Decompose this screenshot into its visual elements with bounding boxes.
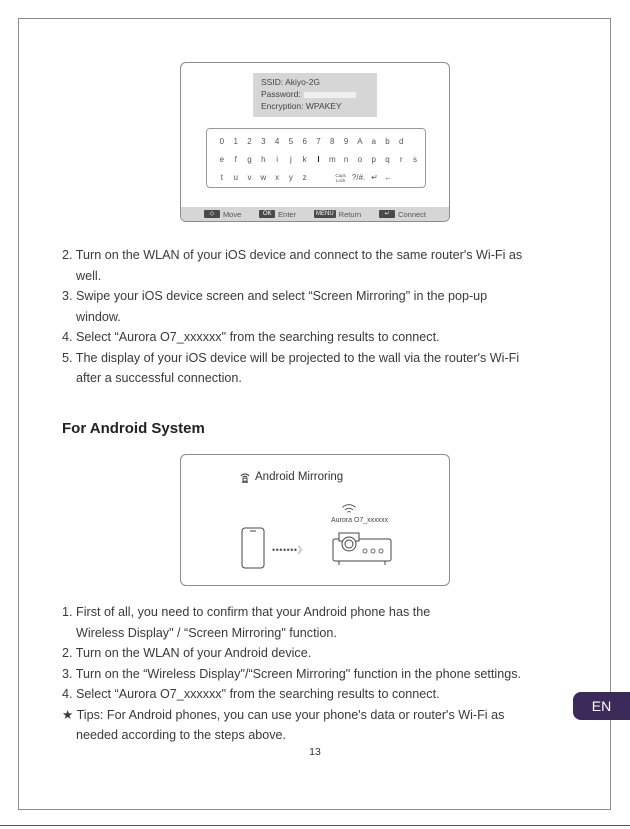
- projector-icon: [331, 527, 393, 567]
- tip-item: [62, 705, 582, 746]
- transfer-arrow: •••••••》: [272, 545, 308, 555]
- key[interactable]: o: [357, 155, 363, 164]
- hint-label: Move: [222, 209, 242, 219]
- key[interactable]: i: [276, 155, 278, 164]
- section-heading: For Android System: [62, 420, 205, 437]
- hint-label: Return: [338, 209, 362, 219]
- key[interactable]: j: [289, 155, 292, 164]
- key[interactable]: g: [247, 155, 252, 164]
- key[interactable]: w: [260, 173, 267, 182]
- key[interactable]: 5: [288, 137, 294, 146]
- key[interactable]: 4: [274, 137, 280, 146]
- key[interactable]: e: [219, 155, 225, 164]
- step-number: 3.: [62, 289, 77, 303]
- password-label: Password:: [261, 89, 301, 99]
- key[interactable]: p: [371, 155, 376, 164]
- step-text: First of all, you need to confirm that your Android phone has the: [76, 605, 431, 619]
- network-info-box: [253, 73, 377, 117]
- wifi-settings-illustration: [180, 62, 450, 222]
- star-icon: ★: [62, 707, 77, 722]
- key[interactable]: h: [261, 155, 266, 164]
- password-mask: [304, 92, 356, 98]
- step-number: 2.: [62, 248, 76, 262]
- key[interactable]: v: [247, 173, 252, 182]
- step-number: 2.: [62, 646, 76, 660]
- language-tab: EN: [573, 692, 630, 720]
- step-text-cont: window.: [76, 309, 121, 324]
- step-text: Select “Aurora O7_xxxxxx" from the searching results to connect.: [76, 687, 440, 701]
- ok-key-icon: OK: [259, 210, 275, 218]
- step-number: 4.: [62, 687, 77, 701]
- hint-connect: [379, 210, 426, 219]
- step-number: 1.: [62, 605, 77, 619]
- list-item: [62, 348, 582, 389]
- keyboard-row-2: [215, 155, 422, 165]
- step-text: Select “Aurora O7_xxxxxx" from the searching results to connect.: [76, 330, 440, 344]
- encryption-text: Encryption: WPAKEY: [261, 101, 342, 111]
- step-text: Swipe your iOS device screen and select “Screen Mirroring" in the pop-up: [76, 289, 488, 303]
- key[interactable]: d: [399, 137, 404, 146]
- key[interactable]: t: [220, 173, 224, 182]
- key[interactable]: 9: [343, 137, 349, 146]
- keyboard-row-1: [215, 137, 408, 147]
- key[interactable]: y: [288, 173, 293, 182]
- step-text: Turn on the “Wireless Display"/“Screen Mirroring" function in the phone settings.: [75, 666, 522, 681]
- step-text: Turn on the WLAN of your iOS device and connect to the same router's Wi-Fi as: [75, 248, 523, 262]
- step-number: 4.: [62, 330, 77, 344]
- key[interactable]: s: [413, 155, 418, 164]
- projector-name: Aurora O7_xxxxxx: [331, 517, 389, 524]
- hint-label: Connect: [398, 209, 427, 219]
- keyboard-row-3: [215, 173, 395, 183]
- backspace-key-icon[interactable]: ←: [384, 173, 393, 182]
- key[interactable]: u: [233, 173, 238, 182]
- cast-icon: [239, 471, 251, 483]
- key[interactable]: n: [343, 155, 349, 164]
- key[interactable]: 6: [302, 137, 307, 146]
- list-item: [62, 327, 582, 348]
- bottom-rule: [0, 825, 630, 826]
- key[interactable]: q: [385, 155, 390, 164]
- key[interactable]: A: [357, 137, 363, 146]
- list-item: [62, 245, 582, 286]
- key[interactable]: z: [302, 173, 307, 182]
- list-item: [62, 684, 582, 705]
- smartphone-icon: [241, 527, 265, 569]
- onscreen-keyboard: [206, 128, 426, 188]
- key[interactable]: r: [399, 155, 403, 164]
- key[interactable]: k: [302, 155, 307, 164]
- ssid-text: SSID: Akiyo-2G: [261, 77, 321, 87]
- caps-lock-key[interactable]: Caps Lock: [335, 173, 346, 183]
- list-item: [62, 664, 582, 685]
- step-text: Tips: For Android phones, you can use your phone's data or router's Wi-Fi as: [76, 707, 505, 722]
- enter-key-icon[interactable]: ↵: [371, 173, 378, 182]
- step-text-cont: Wireless Display" / “Screen Mirroring" function.: [76, 625, 337, 640]
- step-text: The display of your iOS device will be projected to the wall via the router's Wi-Fi: [75, 350, 520, 365]
- hint-move: [204, 210, 241, 219]
- step-number: 3.: [62, 666, 76, 681]
- android-steps-list: [62, 602, 582, 746]
- hint-enter: [259, 210, 296, 219]
- mirror-title-text: Android Mirroring: [255, 471, 344, 483]
- key[interactable]: 0: [219, 137, 225, 146]
- page-number: 13: [309, 746, 321, 758]
- enter-icon: ↵: [379, 210, 395, 218]
- symbol-key[interactable]: ?/#.: [351, 173, 366, 182]
- list-item: [62, 643, 582, 664]
- mirror-title: [239, 471, 343, 483]
- key[interactable]: m: [328, 155, 336, 164]
- key[interactable]: 2: [247, 137, 252, 146]
- ios-steps-list: [62, 245, 582, 389]
- step-text-cont: needed according to the steps above.: [76, 728, 287, 742]
- list-item: [62, 286, 582, 327]
- password-line: [261, 88, 369, 100]
- step-number: 5.: [62, 350, 76, 365]
- hint-label: Enter: [278, 209, 297, 219]
- android-mirroring-illustration: [180, 454, 450, 586]
- key[interactable]: x: [275, 173, 280, 182]
- menu-key-icon: MENU: [316, 211, 334, 217]
- dpad-icon: ◇: [204, 210, 220, 218]
- key[interactable]: b: [385, 137, 390, 146]
- key[interactable]: 7: [316, 137, 321, 146]
- step-text-cont: well.: [76, 268, 102, 283]
- hint-return: [314, 210, 361, 219]
- step-text-cont: after a successful connection.: [76, 371, 242, 385]
- key[interactable]: 8: [330, 137, 335, 146]
- step-text: Turn on the WLAN of your Android device.: [75, 646, 312, 660]
- key[interactable]: a: [371, 137, 376, 146]
- list-item: [62, 602, 582, 643]
- key[interactable]: 3: [261, 137, 266, 146]
- wifi-icon: [341, 503, 357, 515]
- key[interactable]: f: [234, 155, 237, 164]
- key[interactable]: 1: [233, 137, 238, 146]
- key-selected[interactable]: l: [317, 155, 320, 164]
- remote-hint-bar: [181, 207, 449, 221]
